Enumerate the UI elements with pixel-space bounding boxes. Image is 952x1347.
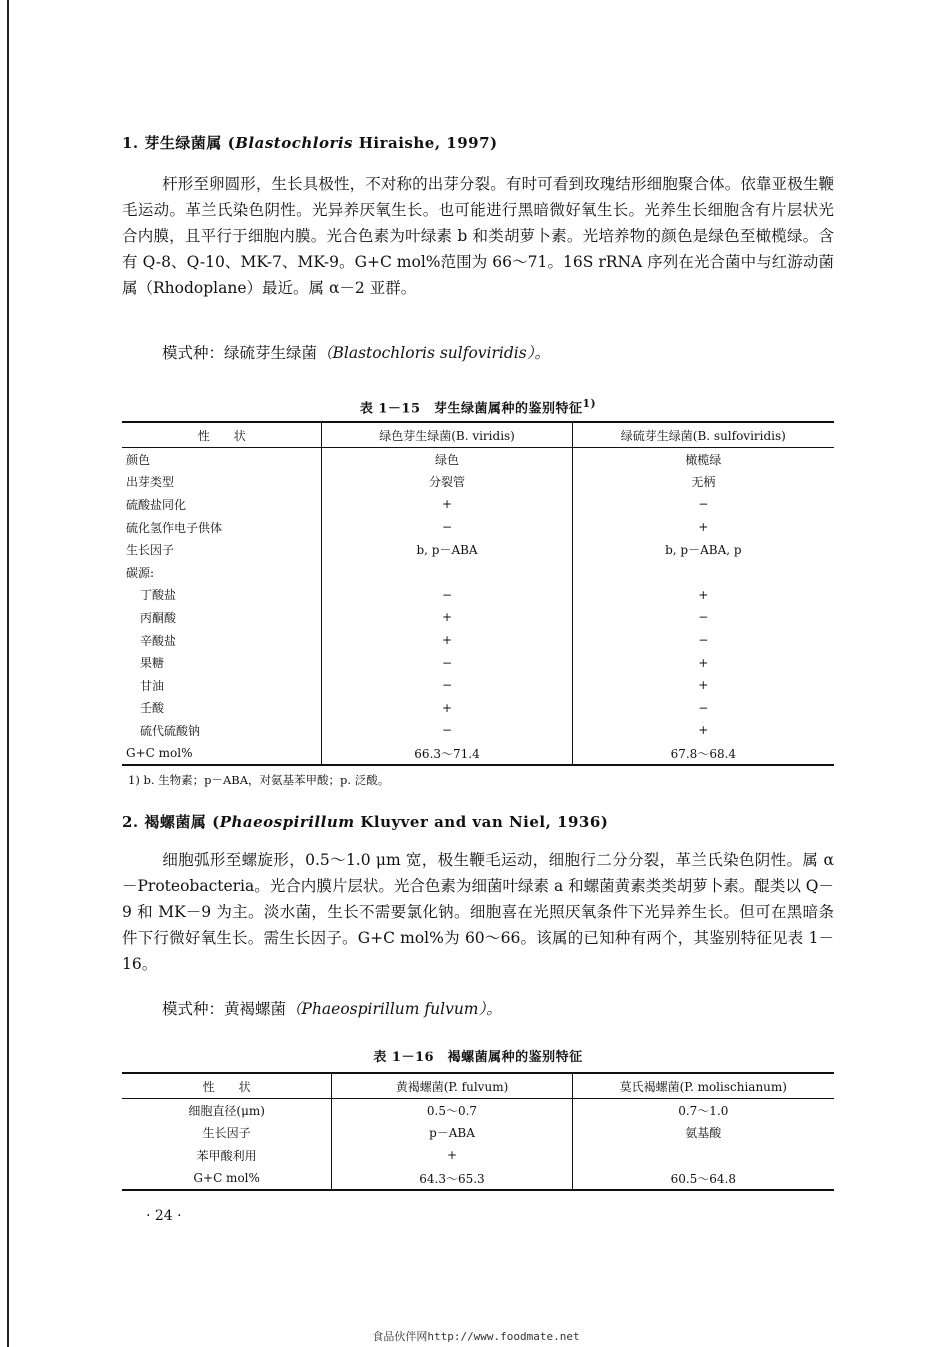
value-cell-b: + (572, 584, 834, 607)
table-1-caption-text: 表 1－15 芽生绿菌属种的鉴别特征 (359, 401, 583, 417)
value-cell-b: b, p－ABA, p (572, 538, 834, 561)
section-1-title: 1. 芽生绿菌属 (122, 134, 222, 152)
value-cell-a: b, p－ABA (322, 538, 572, 561)
value-cell-a: 64.3～65.3 (332, 1167, 572, 1191)
value-cell-b: 无柄 (572, 471, 834, 494)
value-cell-b (572, 1144, 834, 1167)
trait-cell: 出芽类型 (126, 475, 175, 490)
table-row (122, 561, 834, 584)
table-row (122, 538, 834, 561)
trait-cell: 硫化氢作电子供体 (126, 520, 223, 535)
table-row (122, 516, 834, 539)
table-row (122, 674, 834, 697)
table-row (122, 1167, 834, 1191)
value-cell-b: − (572, 629, 834, 652)
section-2-paragraph (122, 847, 834, 977)
table-2-header-species-a: 黄褐螺菌(P. fulvum) (332, 1073, 572, 1099)
trait-cell: 壬酸 (140, 701, 165, 716)
section-1-paragraph (122, 171, 834, 301)
section-2-text: 细胞弧形至螺旋形，0.5～1.0 μm 宽，极生鞭毛运动，细胞行二分分裂，革兰氏染色阴性。属 α－Proteobacteria。光合内膜片层状。光合色素为细菌叶绿素 a 和螺菌黄素类类胡萝卜素。醌类以 Q－9 和 MK－9 为主。淡水菌，生长不需要氯化钠。细胞喜在光照厌氧条件下光异养生长。但可在黑暗条件下行微好氧生长。需生长因子。G+C mol%为 60～66。该属的已知种有两个，其鉴别特征见表 1－16。 (122, 851, 834, 973)
table-1-body (122, 448, 834, 766)
trait-cell: 颜色 (126, 452, 151, 467)
table-2-header-species-b: 莫氏褐螺菌(P. molischianum) (572, 1073, 834, 1099)
section-2-type-species (162, 997, 502, 1019)
trait-cell: 苯甲酸利用 (196, 1148, 257, 1163)
value-cell-a: 绿色 (322, 448, 572, 471)
table-1-header-species-b: 绿硫芽生绿菌(B. sulfoviridis) (572, 422, 834, 448)
trait-cell: 甘油 (140, 678, 165, 693)
value-cell-b: − (572, 606, 834, 629)
trait-cell: 丙酮酸 (140, 610, 177, 625)
type-species-latin: （Blastochloris sulfoviridis）。 (317, 344, 550, 362)
section-1-text: 杆形至卵圆形，生长具极性，不对称的出芽分裂。有时可看到玫瑰结形细胞聚合体。依靠亚极生鞭毛运动。革兰氏染色阴性。光异养厌氧生长。也可能进行黑暗微好氧生长。光养生长细胞含有片层状光合内膜，且平行于细胞内膜。光合色素为叶绿素 b 和类胡萝卜素。光培养物的颜色是绿色至橄榄绿。含有 Q-8、Q-10、MK-7、MK-9。G+C mol%范围为 66～71。16S rRNA 序列在光合菌中与红游动菌属（Rhodoplane）最近。属 α－2 亚群。 (122, 175, 834, 297)
section-2-paren: ( (212, 813, 220, 831)
section-1-genus: Blastochloris (235, 134, 353, 152)
table-1 (122, 421, 834, 766)
table-row (122, 584, 834, 607)
trait-cell: 硫酸盐同化 (126, 497, 187, 512)
trait-cell: G+C mol% (122, 1167, 332, 1191)
trait-cell: G+C mol% (122, 742, 322, 766)
trait-cell: 果糖 (140, 656, 165, 671)
value-cell-b: − (572, 697, 834, 720)
value-cell-b: + (572, 719, 834, 742)
value-cell-a: − (322, 651, 572, 674)
value-cell-a: − (322, 674, 572, 697)
section-1-authority: Hiraishe, 1997) (358, 134, 498, 152)
type-species-latin: （Phaeospirillum fulvum）。 (286, 1000, 502, 1018)
table-row (122, 471, 834, 494)
value-cell-a: 分裂管 (322, 471, 572, 494)
table-2-caption: 表 1－16 褐螺菌属种的鉴别特征 (373, 1050, 583, 1065)
value-cell-b: + (572, 651, 834, 674)
value-cell-a: − (322, 516, 572, 539)
table-1-header-species-a: 绿色芽生绿菌(B. viridis) (322, 422, 572, 448)
table-1-caption (122, 397, 834, 416)
table-row (122, 606, 834, 629)
trait-cell: 辛酸盐 (140, 633, 177, 648)
value-cell-a: + (332, 1144, 572, 1167)
value-cell-b: 氨基酸 (572, 1122, 834, 1145)
table-row (122, 448, 834, 471)
table-row (122, 629, 834, 652)
table-row (122, 651, 834, 674)
section-1-type-species (162, 341, 550, 363)
value-cell-b (572, 561, 834, 584)
table-row (122, 719, 834, 742)
value-cell-b: − (572, 493, 834, 516)
table-row (122, 742, 834, 766)
value-cell-b: + (572, 516, 834, 539)
section-1-heading (122, 132, 498, 153)
table-1-header-trait: 性 状 (122, 422, 322, 448)
section-2-genus: Phaeospirillum (219, 813, 355, 831)
table-2-body (122, 1099, 834, 1191)
trait-cell: 细胞直径(μm) (188, 1103, 265, 1118)
value-cell-b: 67.8～68.4 (572, 742, 834, 766)
section-1-paren: ( (227, 134, 236, 152)
table-1-caption-sup: 1) (582, 397, 597, 410)
value-cell-a: + (322, 697, 572, 720)
table-2-header-trait: 性 状 (122, 1073, 332, 1099)
table-1-footnote: 1) b. 生物素；p－ABA，对氨基苯甲酸；p. 泛酸。 (128, 773, 390, 787)
value-cell-a: 0.5～0.7 (332, 1099, 572, 1122)
type-species-label: 模式种：绿硫芽生绿菌 (162, 344, 318, 362)
page-edge-line (7, 0, 9, 1347)
table-row (122, 1144, 834, 1167)
value-cell-a: + (322, 493, 572, 516)
value-cell-a: − (322, 584, 572, 607)
footer-source-url: 食品伙伴网http://www.foodmate.net (372, 1330, 580, 1343)
section-2-title: 2. 褐螺菌属 (122, 813, 207, 831)
value-cell-a: − (322, 719, 572, 742)
trait-cell: 生长因子 (126, 543, 175, 558)
type-species-label: 模式种：黄褐螺菌 (162, 1000, 287, 1018)
trait-cell: 硫代硫酸钠 (140, 723, 201, 738)
value-cell-b: + (572, 674, 834, 697)
table-2 (122, 1072, 834, 1191)
section-2-authority: Kluyver and van Niel, 1936) (360, 813, 609, 831)
value-cell-a (322, 561, 572, 584)
value-cell-a: + (322, 606, 572, 629)
value-cell-b: 60.5～64.8 (572, 1167, 834, 1191)
page-number: · 24 · (146, 1208, 182, 1224)
value-cell-a: p－ABA (332, 1122, 572, 1145)
value-cell-b: 0.7～1.0 (572, 1099, 834, 1122)
value-cell-a: 66.3～71.4 (322, 742, 572, 766)
trait-cell: 丁酸盐 (140, 588, 177, 603)
table-row (122, 1099, 834, 1122)
value-cell-b: 橄榄绿 (572, 448, 834, 471)
table-row (122, 1122, 834, 1145)
section-2-heading (122, 811, 608, 832)
value-cell-a: + (322, 629, 572, 652)
table-row (122, 697, 834, 720)
trait-cell: 生长因子 (202, 1126, 251, 1141)
trait-cell: 碳源: (126, 565, 155, 580)
table-row (122, 493, 834, 516)
